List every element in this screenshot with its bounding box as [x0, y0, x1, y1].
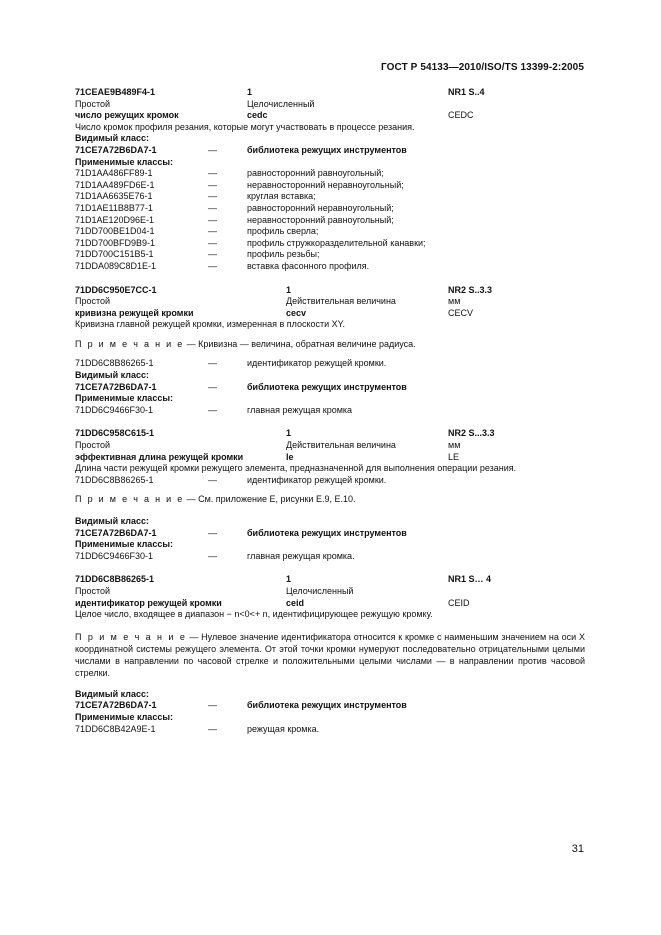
note-text: — Нулевое значение идентификатора относится к кромке с наименьшим значением на оси X координатной системы режущего элемента. От этой точки кромки нумеруют последовательно отрицательными целыми числами в направлении по часовой стрелке и положительными целыми числами — в направлении против часовой стрелки.	[75, 631, 585, 678]
entry-cedc	[75, 87, 585, 273]
dash: —	[208, 404, 217, 415]
entry-id: 71CEAE9B489F4-1	[75, 87, 156, 97]
entry-id: 71DD6C958C615-1	[75, 428, 155, 439]
entry-kind: Простой	[75, 585, 111, 596]
dash: —	[208, 381, 217, 392]
applicable-class-id: 71DD700BE1D04-1	[75, 226, 155, 237]
dash: —	[208, 474, 217, 485]
visible-class-label: Видимый класс:	[75, 516, 149, 526]
entry-name: кривизна режущей кромки	[75, 307, 194, 318]
dash: —	[208, 144, 217, 155]
entry-code: NR1 S… 4	[448, 574, 492, 585]
dash: —	[208, 550, 217, 561]
applicable-class-name: неравносторонний равноугольный;	[247, 214, 394, 225]
entry-code: NR1 S..4	[448, 87, 485, 97]
applicable-class-id: 71DD6C9466F30-1	[75, 404, 154, 415]
applicable-class-row	[75, 249, 585, 261]
entry-level: 1	[286, 574, 292, 585]
entry-kind: Простой	[75, 440, 111, 451]
visible-class-id: 71CE7A72B6DA7-1	[75, 700, 157, 711]
entry-abbr: LE	[448, 451, 460, 462]
entry-type: Действительная величина	[286, 296, 396, 307]
entry-abbr: CECV	[448, 307, 474, 318]
entry-symbol: le	[286, 451, 294, 462]
note	[75, 631, 585, 679]
entry-ceid	[75, 574, 585, 735]
entry-type: Целочисленный	[286, 585, 354, 596]
visible-class-name: библиотека режущих инструментов	[247, 527, 407, 538]
applicable-class-row	[75, 203, 585, 215]
entry-level: 1	[286, 284, 292, 295]
applicable-class-name: профиль сверла;	[247, 226, 319, 237]
visible-class-label: Видимый класс:	[75, 370, 149, 381]
applicable-class-name: профиль резьбы;	[247, 249, 320, 260]
dash: —	[208, 179, 217, 190]
visible-class-name: библиотека режущих инструментов	[247, 144, 407, 155]
entry-le	[75, 428, 585, 562]
entry-kind: Простой	[75, 98, 111, 109]
entry-code: NR2 S...3.3	[448, 428, 495, 439]
visible-class-name: библиотека режущих инструментов	[247, 381, 407, 392]
entry-name: идентификатор режущей кромки	[75, 597, 222, 608]
entry-symbol: ceid	[286, 597, 305, 608]
dash: —	[208, 168, 217, 179]
entry-code: NR2 S..3.3	[448, 284, 493, 295]
visible-class-id: 71CE7A72B6DA7-1	[75, 144, 157, 155]
applicable-class-id: 71D1AA486FF89-1	[75, 168, 153, 179]
dash: —	[208, 191, 217, 202]
entry-description: Длина части режущей кромки режущего элемента, предназначенной для выполнения операции резания.	[75, 463, 517, 474]
applicable-class-id: 71DD700BFD9B9-1	[75, 237, 156, 248]
entry-id: 71DD6C950E7CC-1	[75, 284, 157, 295]
visible-class-id: 71CE7A72B6DA7-1	[75, 381, 157, 392]
reference-name: идентификатор режущей кромки.	[247, 358, 387, 369]
document-header: ГОСТ Р 54133—2010/ISO/TS 13399-2:2005	[381, 62, 584, 73]
entry-symbol: cedc	[247, 110, 268, 121]
entry-abbr: CEDC	[448, 110, 474, 121]
applicable-class-name: главная режущая кромка	[247, 404, 353, 415]
entry-description: Кривизна главной режущей кромки, измеренная в плоскости XY.	[75, 319, 346, 330]
entry-description: Число кромок профиля резания, которые могут участвовать в процессе резания.	[75, 121, 415, 132]
dash: —	[208, 358, 217, 369]
applicable-class-id: 71D1AE11B8B77-1	[75, 202, 153, 213]
applicable-class-name: равносторонний равноугольный;	[247, 168, 384, 179]
applicable-classes-label: Применимые классы:	[75, 711, 174, 722]
entry-name: число режущих кромок	[75, 110, 179, 121]
reference-id: 71DD6C8B86265-1	[75, 358, 154, 369]
entry-level: 1	[247, 87, 253, 97]
entry-type: Целочисленный	[247, 98, 315, 109]
applicable-class-name: режущая кромка.	[247, 723, 320, 734]
page-number: 31	[571, 843, 584, 855]
applicable-class-row	[75, 191, 585, 203]
applicable-class-row	[75, 215, 585, 227]
note-text: — Кривизна — величина, обратная величине радиуса.	[184, 338, 416, 349]
document-body	[75, 87, 585, 735]
visible-class-id: 71CE7A72B6DA7-1	[75, 527, 157, 538]
entry-id: 71DD6C8B86265-1	[75, 574, 155, 585]
note-text: — См. приложение Е, рисунки Е.9, Е.10.	[184, 494, 356, 505]
entry-level: 1	[286, 428, 292, 439]
applicable-class-name: профиль стружкоразделительной канавки;	[247, 237, 426, 248]
entry-kind: Простой	[75, 296, 111, 307]
applicable-class-id: 71DD6C9466F30-1	[75, 550, 154, 561]
visible-class-name: библиотека режущих инструментов	[247, 700, 407, 711]
entry-name: эффективная длина режущей кромки	[75, 451, 244, 462]
applicable-class-id: 71D1AE120D96E-1	[75, 214, 155, 225]
dash: —	[208, 237, 217, 248]
entry-symbol: cecv	[286, 307, 307, 318]
note-label: П р и м е ч а н и е	[75, 494, 185, 505]
note	[75, 339, 416, 351]
applicable-class-id: 71D1AA489FD6E-1	[75, 179, 155, 190]
dash: —	[208, 249, 217, 260]
entry-description: Целое число, входящее в диапазон − n<0<+ n, идентифицирующее режущую кромку.	[75, 609, 433, 620]
applicable-classes-label: Применимые классы:	[75, 393, 174, 404]
note-label: П р и м е ч а н и е	[75, 338, 185, 349]
applicable-class-row	[75, 168, 585, 180]
visible-class-label: Видимый класс:	[75, 688, 149, 699]
entry-abbr: CEID	[448, 597, 470, 608]
applicable-class-row	[75, 180, 585, 192]
applicable-class-name: неравносторонний неравноугольный;	[247, 179, 404, 190]
applicable-class-id: 71D1AA6635E76-1	[75, 191, 153, 202]
applicable-class-id: 71DD6C8B42A9E-1	[75, 723, 156, 734]
applicable-class-id: 71DD700C151B5-1	[75, 249, 154, 260]
dash: —	[208, 700, 217, 711]
applicable-class-name: круглая вставка;	[247, 191, 316, 202]
entry-cecv	[75, 285, 585, 417]
applicable-class-name: равносторонний неравноугольный;	[247, 202, 394, 213]
entry-type: Действительная величина	[286, 440, 396, 451]
reference-id: 71DD6C8B86265-1	[75, 474, 154, 485]
applicable-classes-label: Применимые классы:	[75, 539, 174, 550]
applicable-classes-list	[75, 168, 585, 272]
reference-name: идентификатор режущей кромки.	[247, 474, 387, 485]
entry-unit: мм	[448, 440, 461, 451]
applicable-classes-label: Применимые классы:	[75, 156, 174, 167]
dash: —	[208, 527, 217, 538]
note	[75, 494, 356, 506]
visible-class-label: Видимый класс:	[75, 133, 149, 144]
dash: —	[208, 260, 217, 271]
applicable-class-name: главная режущая кромка.	[247, 550, 355, 561]
entry-unit: мм	[448, 296, 461, 307]
applicable-class-row	[75, 226, 585, 238]
note-label: П р и м е ч а н и е	[75, 631, 187, 642]
applicable-class-row	[75, 261, 585, 273]
dash: —	[208, 226, 217, 237]
applicable-class-id: 71DDA089C8D1E-1	[75, 260, 157, 271]
dash: —	[208, 202, 217, 213]
dash: —	[208, 214, 217, 225]
dash: —	[208, 723, 217, 734]
applicable-class-row	[75, 238, 585, 250]
applicable-class-name: вставка фасонного профиля.	[247, 260, 370, 271]
